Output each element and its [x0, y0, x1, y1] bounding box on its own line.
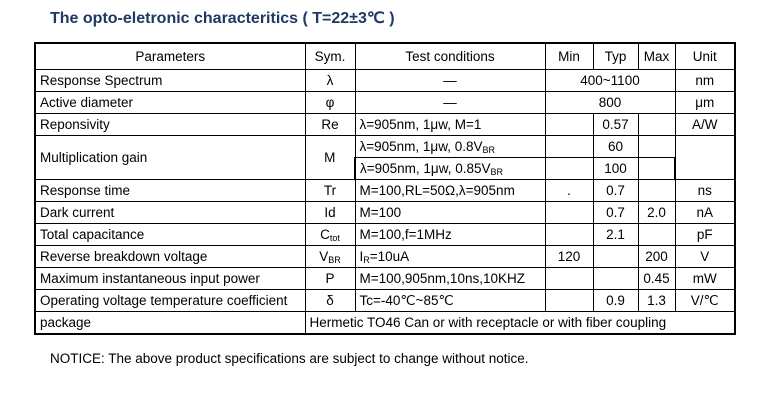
table-row	[35, 180, 735, 202]
cond-cell: M=100	[355, 202, 545, 224]
typ-cell: 0.57	[593, 114, 638, 136]
notice-text: NOTICE: The above product specifications are subject to change without notice.	[50, 351, 529, 366]
param-cell: Active diameter	[35, 92, 305, 114]
sym-cell: Re	[305, 114, 355, 136]
sym-cell: M	[305, 136, 355, 180]
typ-cell: 800	[545, 92, 675, 114]
unit-cell: ns	[675, 180, 735, 202]
header-unit: Unit	[675, 43, 735, 70]
cond-cell: M=100,RL=50Ω,λ=905nm	[355, 180, 545, 202]
max-cell	[638, 114, 675, 136]
max-cell: 2.0	[638, 202, 675, 224]
param-cell: Multiplication gain	[35, 136, 305, 180]
cond-cell: M=100,f=1MHz	[355, 224, 545, 246]
max-cell	[638, 158, 675, 180]
sym-cell: $C_{tot}$	[305, 224, 355, 246]
header-parameters: Parameters	[35, 43, 305, 70]
cond-cell: M=100,905nm,10ns,10KHZ	[355, 268, 545, 290]
typ-cell: 0.9	[593, 290, 638, 312]
typ-cell: 2.1	[593, 224, 638, 246]
sym-cell: P	[305, 268, 355, 290]
header-min: Min	[545, 43, 593, 70]
sym-cell: $V_{BR}$	[305, 246, 355, 268]
table-row	[35, 70, 735, 92]
range-cell: 400~1100	[545, 70, 675, 92]
max-cell	[638, 180, 675, 202]
typ-cell: 0.7	[593, 202, 638, 224]
min-cell	[545, 290, 593, 312]
cond-cell: —	[355, 92, 545, 114]
cond-cell: λ=905nm, 1μw, $0.85V_{BR}$	[355, 158, 545, 180]
header-typ: Typ	[593, 43, 638, 70]
cond-cell: —	[355, 70, 545, 92]
package-cell: Hermetic TO46 Can or with receptacle or with fiber coupling	[305, 312, 735, 335]
typ-cell	[593, 268, 638, 290]
sym-cell: λ	[305, 70, 355, 92]
cond-cell: λ=905nm, 1μw, $0.8V_{BR}$	[355, 136, 545, 158]
table-header-row	[35, 43, 735, 70]
typ-cell: 100	[593, 158, 638, 180]
header-sym: Sym.	[305, 43, 355, 70]
table-row	[35, 246, 735, 268]
header-max: Max	[638, 43, 675, 70]
sym-cell: φ	[305, 92, 355, 114]
unit-cell: V	[675, 246, 735, 268]
characteristics-table	[34, 42, 736, 335]
param-cell: Response Spectrum	[35, 70, 305, 92]
min-cell	[545, 268, 593, 290]
unit-cell: mW	[675, 268, 735, 290]
unit-cell: pF	[675, 224, 735, 246]
table-title: The opto-eletronic characteritics ( T=22±3℃ )	[50, 10, 395, 27]
cond-cell: λ=905nm, 1μw, M=1	[355, 114, 545, 136]
param-cell: Total capacitance	[35, 224, 305, 246]
sym-cell: δ	[305, 290, 355, 312]
max-cell: 0.45	[638, 268, 675, 290]
min-cell	[545, 224, 593, 246]
table-row	[35, 312, 735, 335]
cond-cell: Tc=-40℃~85℃	[355, 290, 545, 312]
table-row	[35, 290, 735, 312]
unit-cell	[675, 136, 735, 180]
param-cell: Reponsivity	[35, 114, 305, 136]
unit-cell: V/℃	[675, 290, 735, 312]
table-row	[35, 92, 735, 114]
max-cell: 200	[638, 246, 675, 268]
param-cell: Operating voltage temperature coefficient	[35, 290, 305, 312]
typ-cell	[593, 246, 638, 268]
min-cell	[545, 114, 593, 136]
typ-cell: 60	[593, 136, 638, 158]
min-cell: .	[545, 180, 593, 202]
unit-cell: nA	[675, 202, 735, 224]
param-cell: Dark current	[35, 202, 305, 224]
cond-cell: $I_R=10uA$	[355, 246, 545, 268]
typ-cell: 0.7	[593, 180, 638, 202]
table-row	[35, 136, 735, 158]
unit-cell: nm	[675, 70, 735, 92]
param-cell: Reverse breakdown voltage	[35, 246, 305, 268]
max-cell	[638, 136, 675, 158]
min-cell	[545, 136, 593, 158]
param-cell: package	[35, 312, 305, 335]
max-cell	[638, 224, 675, 246]
unit-cell: A/W	[675, 114, 735, 136]
unit-cell: μm	[675, 92, 735, 114]
table-row	[35, 114, 735, 136]
max-cell: 1.3	[638, 290, 675, 312]
sym-cell: Id	[305, 202, 355, 224]
min-cell	[545, 158, 593, 180]
param-cell: Maximum instantaneous input power	[35, 268, 305, 290]
header-test-conditions: Test conditions	[355, 43, 545, 70]
table-row	[35, 224, 735, 246]
table-row	[35, 202, 735, 224]
min-cell	[545, 202, 593, 224]
min-cell: 120	[545, 246, 593, 268]
sym-cell: Tr	[305, 180, 355, 202]
param-cell: Response time	[35, 180, 305, 202]
table-row	[35, 268, 735, 290]
